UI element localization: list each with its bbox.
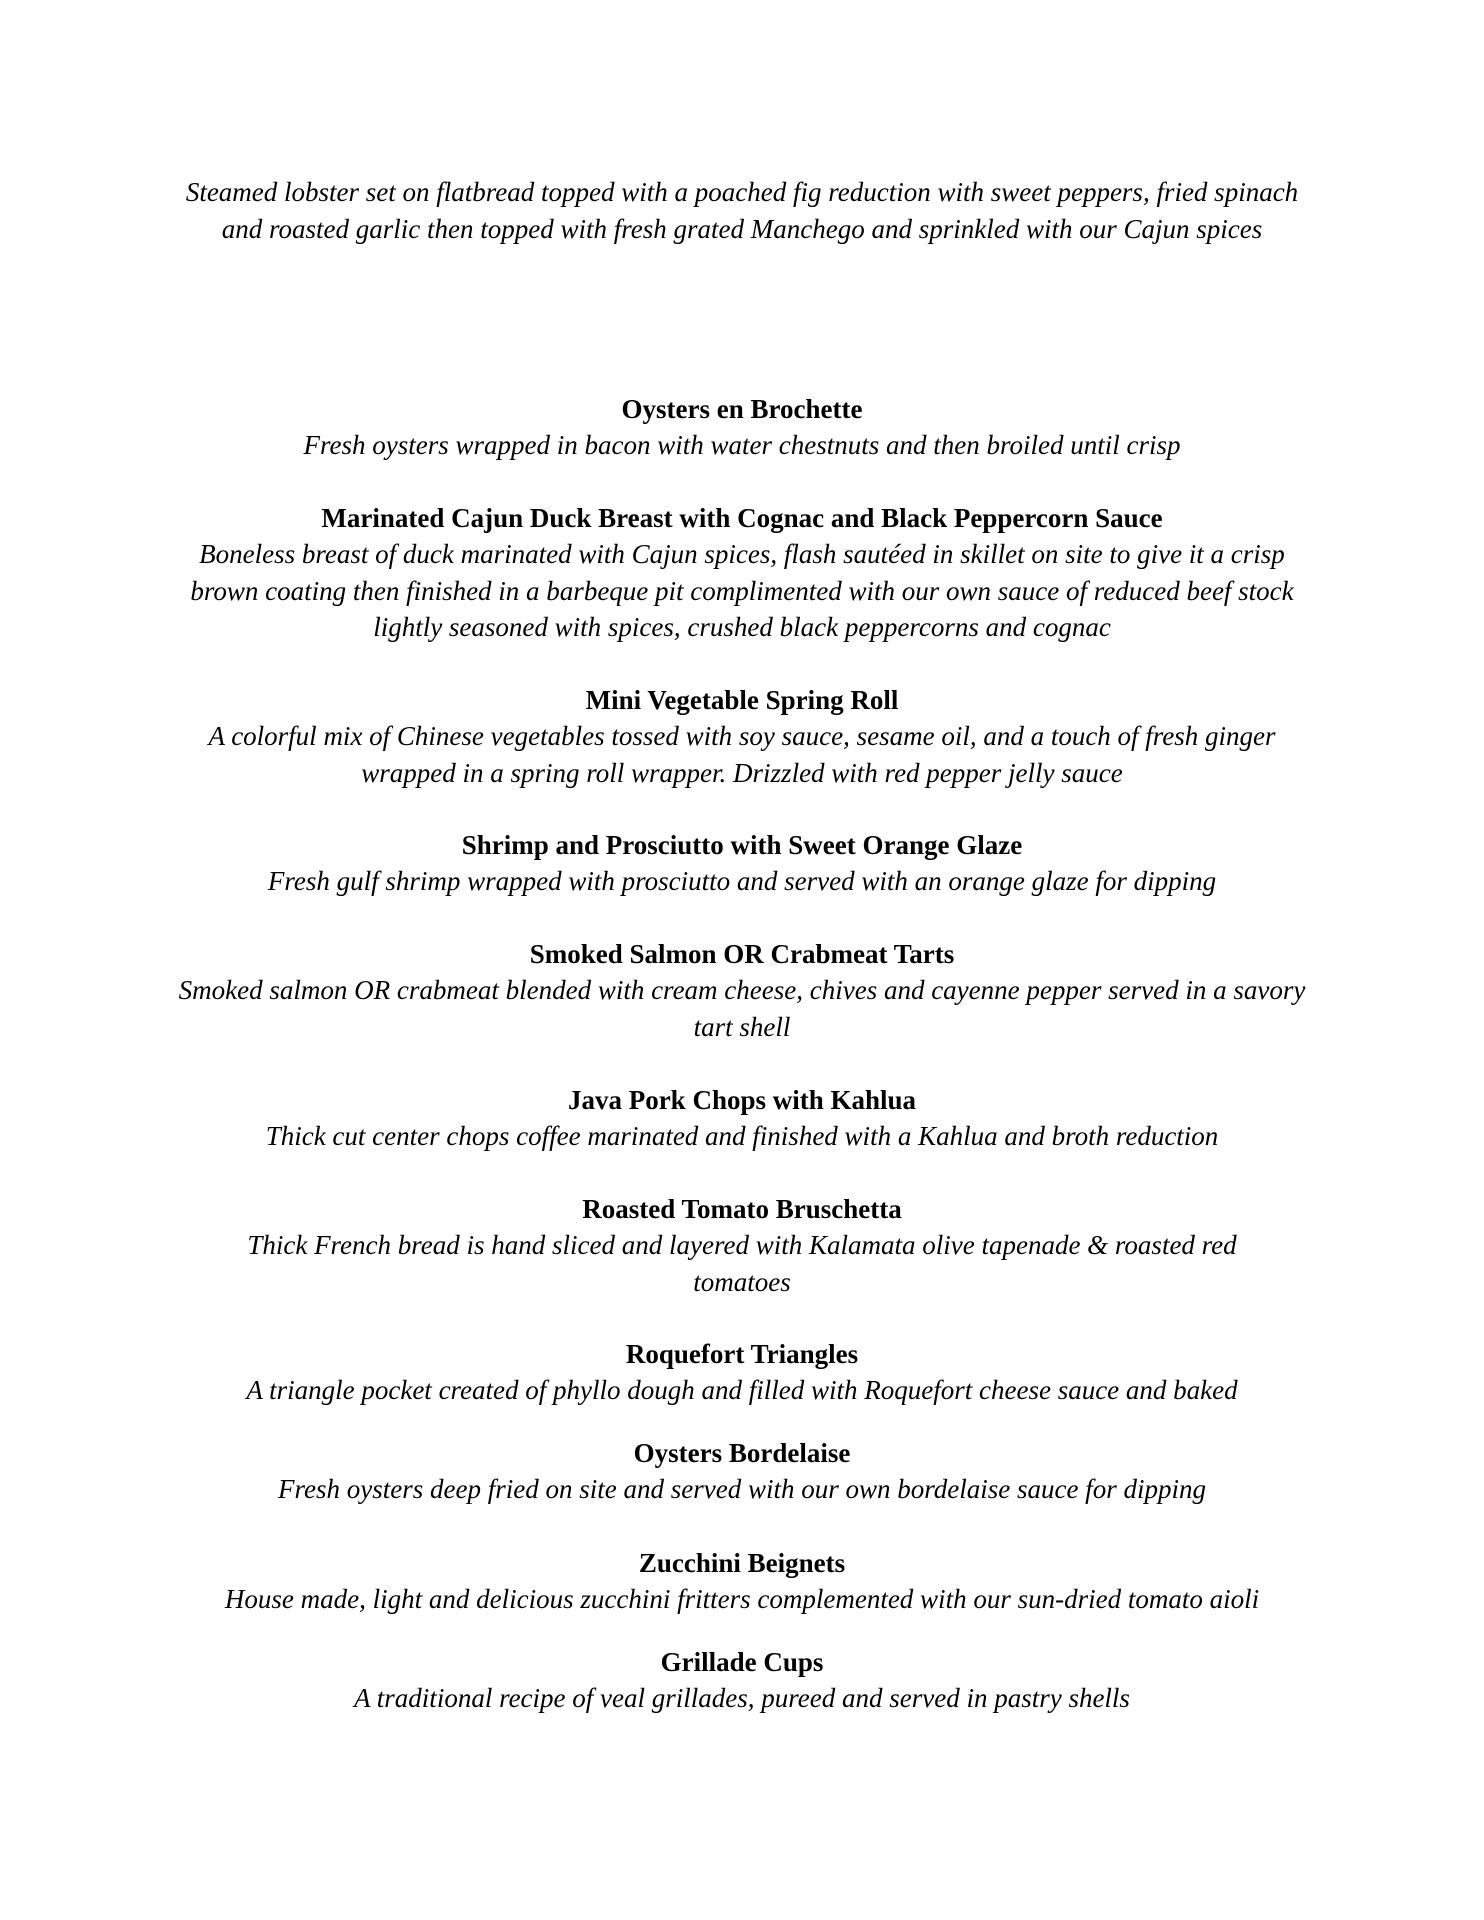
item-title: Oysters en Brochette bbox=[621, 394, 863, 424]
menu-item-zucchini-beignets bbox=[160, 1545, 1324, 1618]
menu-item-oysters-bordelaise bbox=[160, 1435, 1324, 1508]
intro-block bbox=[170, 174, 1314, 247]
item-description: Fresh oysters wrapped in bacon with water chestnuts and then broiled until crisp bbox=[303, 430, 1181, 460]
item-title: Grillade Cups bbox=[660, 1647, 824, 1677]
item-title: Roasted Tomato Bruschetta bbox=[582, 1194, 902, 1224]
item-title: Oysters Bordelaise bbox=[633, 1438, 851, 1468]
item-title: Shrimp and Prosciutto with Sweet Orange Glaze bbox=[461, 830, 1023, 860]
menu-item-vegetable-spring-roll bbox=[200, 682, 1284, 791]
item-description: A traditional recipe of veal grillades, pureed and served in pastry shells bbox=[354, 1683, 1130, 1713]
menu-item-roquefort-triangles bbox=[160, 1336, 1324, 1409]
item-title: Mini Vegetable Spring Roll bbox=[585, 685, 899, 715]
menu-item-cajun-duck-breast bbox=[165, 500, 1319, 646]
item-description: A triangle pocket created of phyllo dough and filled with Roquefort cheese sauce and baked bbox=[246, 1375, 1238, 1405]
item-description: Thick cut center chops coffee marinated and finished with a Kahlua and broth reduction bbox=[265, 1121, 1219, 1151]
item-description: Boneless breast of duck marinated with Cajun spices, flash sautéed in skillet on site to give it a crisp brown coating then finished in a barbeque pit complimented with our own sauce of reduced beef stock lightly seasoned with spices, crushed black peppercorns and cognac bbox=[190, 539, 1294, 642]
item-title: Java Pork Chops with Kahlua bbox=[567, 1085, 917, 1115]
menu-item-java-pork-chops bbox=[160, 1082, 1324, 1155]
item-title: Roquefort Triangles bbox=[625, 1339, 859, 1369]
item-description: Smoked salmon OR crabmeat blended with cream cheese, chives and cayenne pepper served in a savory tart shell bbox=[178, 975, 1306, 1042]
item-description: A colorful mix of Chinese vegetables tossed with soy sauce, sesame oil, and a touch of fresh ginger wrapped in a spring roll wrapper. Drizzled with red pepper jelly sauce bbox=[208, 721, 1276, 788]
menu-item-grillade-cups bbox=[160, 1644, 1324, 1717]
menu-item-shrimp-prosciutto bbox=[160, 827, 1324, 900]
menu-item-oysters-en-brochette bbox=[160, 391, 1324, 464]
item-description: Fresh oysters deep fried on site and served with our own bordelaise sauce for dipping bbox=[278, 1474, 1206, 1504]
item-description: House made, light and delicious zucchini fritters complemented with our sun-dried tomato aioli bbox=[224, 1584, 1260, 1614]
menu-item-salmon-crabmeat-tarts bbox=[160, 936, 1324, 1045]
menu-item-tomato-bruschetta bbox=[200, 1191, 1284, 1300]
item-title: Marinated Cajun Duck Breast with Cognac and Black Peppercorn Sauce bbox=[321, 503, 1163, 533]
item-description: Steamed lobster set on flatbread topped with a poached fig reduction with sweet peppers, fried spinach and roasted garlic then topped with fresh grated Manchego and sprinkled with our Cajun spices bbox=[185, 177, 1299, 244]
item-title: Zucchini Beignets bbox=[638, 1548, 846, 1578]
item-description: Fresh gulf shrimp wrapped with prosciutto and served with an orange glaze for dipping bbox=[267, 866, 1217, 896]
item-description: Thick French bread is hand sliced and layered with Kalamata olive tapenade & roasted red tomatoes bbox=[247, 1230, 1237, 1297]
item-title: Smoked Salmon OR Crabmeat Tarts bbox=[529, 939, 955, 969]
